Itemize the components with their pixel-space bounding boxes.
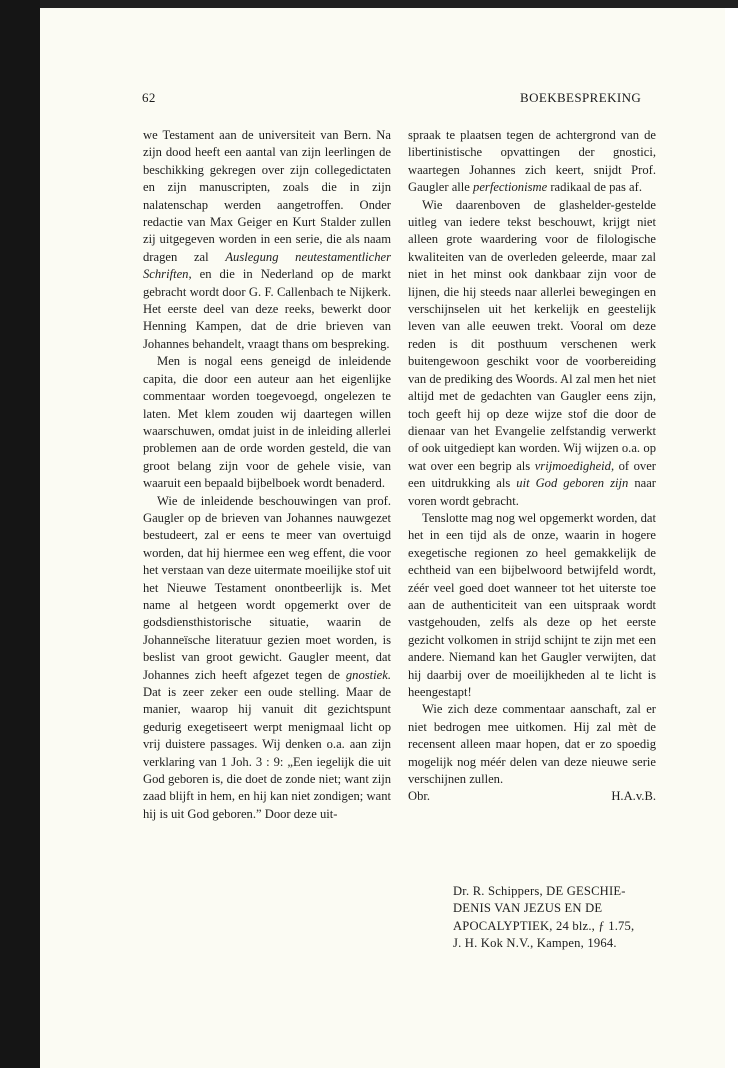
page-number: 62 bbox=[142, 90, 156, 105]
left-paragraph-1: we Testament aan de universiteit van Bern. Na zijn dood heeft een aantal van zijn leerlingen de beschikking gekregen over zijn collegedictaten en zijn manuscripten, zoals die in zijn nalatenschap werden aangetroffen. Onder redactie van Max Geiger en Kurt Stalder zullen zij uitgegeven worden in een serie, die als naam dragen zal Auslegung neutestamentlicher Schriften, en die in Nederland op de markt gebracht wordt door G. F. Callenbach te Nijkerk. Het eerste deel van deze reeks, bewerkt door Henning Kampen, dat de drie brieven van Johannes behandelt, vraagt thans om bespreking. bbox=[143, 128, 392, 351]
review-line-1: Dr. R. Schippers, DE GESCHIE- bbox=[453, 884, 626, 898]
right-paragraph-4: Wie zich deze commentaar aanschaft, zal er niet bedrogen mee uitkomen. Hij zal mèt de recensent alleen maar hopen, dat er zo spoedig mogelijk nog méér delen van deze nieuwe serie verschijnen zullen. bbox=[408, 702, 656, 787]
signoff-place: Obr. bbox=[408, 789, 431, 804]
right-paragraph-1: spraak te plaatsen tegen de achtergrond van de libertinistische opvattingen der gnostici, waartegen Johannes zich keert, snijdt Prof. Gaugler alle perfectionisme radikaal de pas af. bbox=[408, 128, 656, 195]
signoff-author: H.A.v.B. bbox=[611, 789, 656, 804]
scan-left-border bbox=[0, 0, 40, 1068]
scan-top-border bbox=[0, 0, 738, 8]
book-review-entry bbox=[453, 883, 663, 953]
left-paragraph-2: Men is nogal eens geneigd de inleidende capita, die door een auteur aan het eigenlijke commentaar worden toegevoegd, ongelezen te laten. Met klem zouden wij daartegen willen waarschuwen, omdat juist in de inleiding allerlei problemen aan de orde worden gesteld, die van groot belang zijn voor de gehele visie, van waaruit een bepaald bijbelboek wordt benaderd. bbox=[143, 354, 391, 491]
left-column bbox=[143, 127, 391, 823]
review-line-4: J. H. Kok N.V., Kampen, 1964. bbox=[453, 936, 617, 951]
right-column bbox=[408, 127, 656, 806]
left-paragraph-3: Wie de inleidende beschouwingen van prof. Gaugler op de brieven van Johannes nauwgezet bestudeert, zal er eens te meer van overtuigd worden, dat hij hiermee een weg effent, die voor het verstaan van deze uitermate moeilijke stof uit het Nieuwe Testament onontbeerlijk is. Met name al hetgeen wordt opgemerkt over de godsdiensthistorische situatie, waarin de Johanneïsche literatuur gezien moet worden, is beslist van groot gewicht. Gaugler meent, dat Johannes zich heeft afgezet tegen de gnostiek. Dat is zeer zeker een oude stelling. Maar de manier, waarop hij vanuit dit gezichtspunt gedurig exegetiseert werpt menigmaal licht op vrij duistere passages. Wij denken o.a. aan zijn verklaring van 1 Joh. 3 : 9: „Een iegelijk die uit God geboren is, die doet de zonde niet; want zijn zaad blijft in hem, en hij kan niet zondigen; want hij is uit God geboren.” Door deze uit- bbox=[143, 493, 391, 821]
review-line-2: DENIS VAN JEZUS EN DE bbox=[453, 901, 603, 916]
right-paragraph-3: Tenslotte mag nog wel opgemerkt worden, dat het in een tijd als de onze, waarin in hogere exegetische regionen zo heel gemakkelijk de echtheid van een bijbelwoord betwijfeld wordt, zéér veel goed doet wanneer tot het uiterste toe aan de authenticiteit van een uitspraak wordt vastgehouden, zelfs als deze op het eerste gezicht volkomen in strijd schijnt te zijn met een andere. Niemand kan het Gaugler verwijten, dat hij daarbij over de moeilijkheden al te licht is heengestapt! bbox=[408, 510, 656, 699]
right-paragraph-2: Wie daarenboven de glashelder-gestelde uitleg van iedere tekst beschouwt, krijgt niet alleen grote waardering voor de filologische kwaliteiten van de overleden geleerde, maar zal niet in het minst ook dankbaar zijn voor de lijnen, die hij steeds naar allerlei bewegingen en verschijnselen uit het kerkelijk en geestelijk leven van alle eeuwen trekt. Vooral om deze reden is dit posthuum verschenen werk buitengewoon geschikt voor de voorbereiding van de prediking des Woords. Al zal men het niet altijd met de gedachten van Gaugler eens zijn, toch geeft hij op deze wijze stof die door de dienaar van het Evangelie zelfstandig verwerkt of ook uitgediept kan worden. Wij wijzen o.a. op wat over een begrip als vrijmoedigheid, of over een uitdrukking als uit God geboren zijn naar voren wordt gebracht. bbox=[408, 197, 656, 508]
signoff bbox=[408, 788, 656, 805]
review-line-3: APOCALYPTIEK, 24 blz., ƒ 1.75, bbox=[453, 918, 635, 933]
running-head: BOEKBESPREKING bbox=[520, 90, 642, 105]
